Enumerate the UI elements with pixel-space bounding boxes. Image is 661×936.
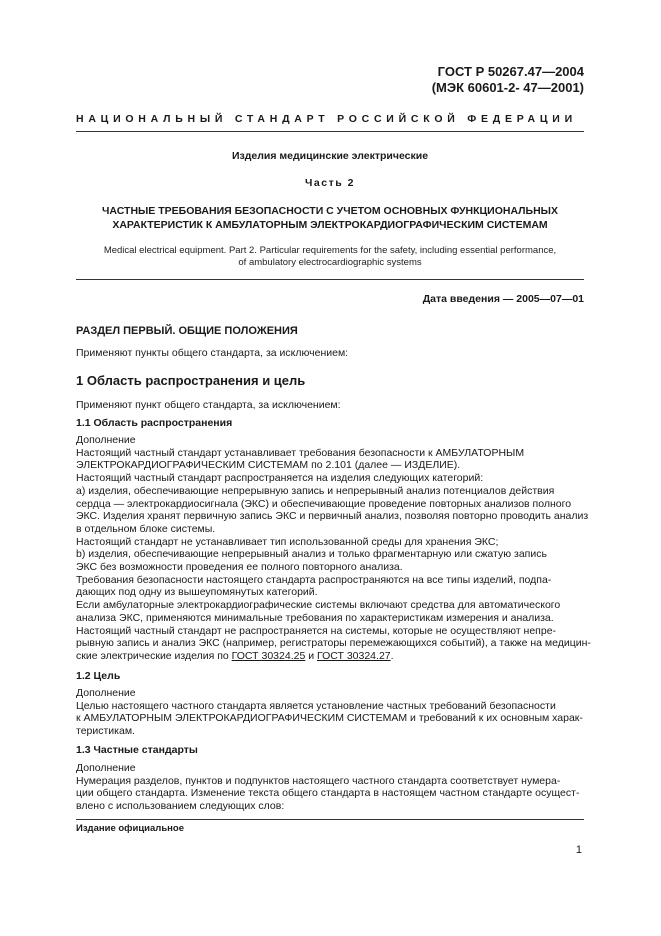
gost-30324-25-link[interactable]: ГОСТ 30324.25 (231, 649, 306, 662)
clause13-heading: 1.3 Частные стандарты (76, 744, 198, 756)
c11-a-line4: в отдельном блоке системы. (76, 522, 216, 535)
section-intro: Применяют пункты общего стандарта, за исключением: (76, 347, 349, 359)
c11-p4-line2: дающих под одну из вышеупомянутых категорий. (76, 586, 318, 599)
c11-b-line1: b) изделия, обеспечивающие непрерывный анализ и только фрагментарную или сжатую запись (76, 548, 547, 561)
main-title-line2: ХАРАКТЕРИСТИК К АМБУЛАТОРНЫМ ЭЛЕКТРОКАРДИОГРАФИЧЕСКИМ СИСТЕМАМ (112, 219, 548, 231)
c12-line1: Целью настоящего частного стандарта является установление частных требований безопасности (76, 699, 556, 712)
addition-label: Дополнение (76, 434, 136, 446)
c11-p4-line1: Требования безопасности настоящего стандарта распространяются на все типы изделий, подпа- (76, 573, 552, 586)
c11-a-line1: a) изделия, обеспечивающие непрерывную запись и непрерывный анализ потенциалов действия (76, 484, 555, 497)
c11-p1-line1: Настоящий частный стандарт устанавливает требования безопасности к АМБУЛАТОРНЫМ (76, 446, 525, 459)
c11-b-line2: ЭКС без возможности проведения ее полного повторного анализа. (76, 561, 403, 574)
national-standard-banner: НАЦИОНАЛЬНЫЙ СТАНДАРТ РОССИЙСКОЙ ФЕДЕРАЦИИ (76, 113, 577, 125)
c11-p5-line1: Если амбулаторные электрокардиографические системы включают средства для автоматического (76, 599, 561, 612)
top-rule (76, 131, 584, 132)
section-heading: РАЗДЕЛ ПЕРВЫЙ. ОБЩИЕ ПОЛОЖЕНИЯ (76, 325, 298, 337)
c11-a-line2: сердца — электрокардиосигнала (ЭКС) и обеспечивающие проведение повторных анализов полного (76, 497, 572, 510)
c11-p1-line2: ЭЛЕКТРОКАРДИОГРАФИЧЕСКИМ СИСТЕМАМ по 2.101 (далее — ИЗДЕЛИЕ). (76, 459, 461, 472)
c12-line3: теристикам. (76, 725, 135, 738)
clause1-intro: Применяют пункт общего стандарта, за исключением: (76, 399, 341, 411)
gost-30324-27-link[interactable]: ГОСТ 30324.27 (317, 649, 391, 662)
addition-label: Дополнение (76, 762, 136, 774)
c13-line2: ции общего стандарта. Изменение текста общего стандарта в настоящем частном стандарте осущест- (76, 787, 580, 800)
official-edition-label: Издание официальное (76, 823, 184, 834)
c12-line2: к АМБУЛАТОРНЫМ ЭЛЕКТРОКАРДИОГРАФИЧЕСКИМ СИСТЕМАМ и требований к их основным харак- (76, 712, 583, 725)
clause12-heading: 1.2 Цель (76, 670, 121, 682)
c11-p6-line2: рывную запись и анализ ЭКС (например, регистраторы перемежающихся событий), а также на медицин- (76, 637, 591, 650)
main-title-line1: ЧАСТНЫЕ ТРЕБОВАНИЯ БЕЗОПАСНОСТИ С УЧЕТОМ ОСНОВНЫХ ФУНКЦИОНАЛЬНЫХ (102, 205, 558, 217)
clause13-body (76, 762, 584, 813)
c13-line1: Нумерация разделов, пунктов и подпунктов настоящего частного стандарта соответствует нумера- (76, 774, 561, 787)
general-title: Изделия медицинские электрические (231, 150, 429, 162)
intro-date: Дата введения — 2005—07—01 (422, 293, 584, 305)
page-number: 1 (575, 844, 582, 856)
footer-rule (76, 819, 584, 820)
c11-p5-line2: анализа ЭКС, применяются минимальные требования по характеристикам измерения и анализа. (76, 611, 554, 624)
clause11-body (76, 434, 591, 663)
part-label: Часть 2 (305, 177, 355, 189)
english-title-line2: of ambulatory electrocardiographic systems (238, 257, 422, 268)
c11-a-line3: ЭКС. Изделия хранят первичную запись ЭКС и первичный анализ, позволяя повторно проводить анализ (76, 510, 589, 523)
title-rule (76, 279, 584, 280)
gost-id: ГОСТ Р 50267.47—2004 (437, 64, 584, 79)
english-title-line1: Medical electrical equipment. Part 2. Particular requirements for the safety, including essential performance, (103, 245, 557, 256)
c11-p6-line1: Настоящий частный стандарт не распространяется на системы, которые не осуществляют непре- (76, 624, 557, 637)
c13-line3: влено с использованием следующих слов: (76, 800, 285, 813)
addition-label: Дополнение (76, 687, 136, 699)
c11-p6-line3: ские электрические изделия по ГОСТ 30324.25 и ГОСТ 30324.27. (76, 649, 394, 662)
iec-id: (МЭК 60601-2- 47—2001) (431, 80, 584, 95)
clause1-heading: 1 Область распространения и цель (76, 373, 306, 388)
clause12-body (76, 687, 584, 738)
clause11-heading: 1.1 Область распространения (76, 417, 233, 429)
c11-p3: Настоящий стандарт не устанавливает тип использованной среды для хранения ЭКС; (76, 535, 499, 548)
c11-p2: Настоящий частный стандарт распространяется на изделия следующих категорий: (76, 472, 484, 485)
